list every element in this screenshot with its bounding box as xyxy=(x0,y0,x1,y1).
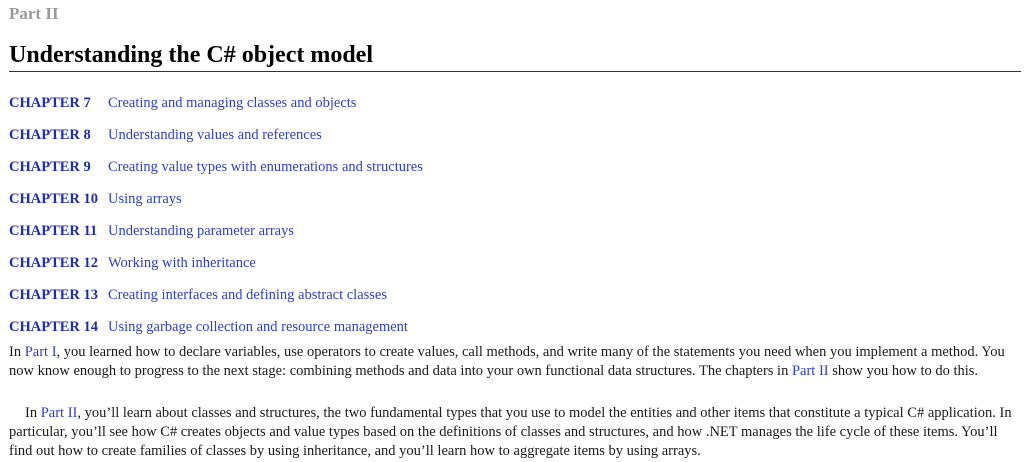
part-ii-link[interactable]: Part II xyxy=(791,363,829,379)
chapter-number-link[interactable]: CHAPTER 11 xyxy=(9,223,98,239)
chapter-title-link[interactable]: Using garbage collection and resource management xyxy=(108,319,408,335)
title-divider xyxy=(9,71,1021,72)
part-i-link[interactable]: Part I xyxy=(24,344,57,360)
intro-paragraph-1 xyxy=(9,343,1015,381)
chapter-title-link[interactable]: Creating interfaces and defining abstract classes xyxy=(108,287,388,303)
chapter-number-link[interactable]: CHAPTER 7 xyxy=(9,95,91,111)
chapter-item-9 xyxy=(9,157,423,189)
paragraph-text: In xyxy=(25,405,41,421)
chapter-item-13 xyxy=(9,285,423,317)
chapter-item-10 xyxy=(9,189,423,221)
chapter-item-12 xyxy=(9,253,423,285)
chapter-number-link[interactable]: CHAPTER 13 xyxy=(9,287,99,303)
paragraph-text: show you how to do this. xyxy=(828,363,979,379)
chapter-number-link[interactable]: CHAPTER 8 xyxy=(9,127,91,143)
paragraph-text: In xyxy=(9,344,25,360)
chapter-list xyxy=(9,93,423,349)
paragraph-text: , you’ll learn about classes and structures, the two fundamental types that you use to model the entities and other items that constitute a typical C# application. In particular, you’ll see how C# creates objects and value types based on the definitions of classes and structures, and how .NET manages the life cycle of these items. You’ll find out how to create families of classes by using inheritance, and you’ll learn how to aggregate items by using arrays. xyxy=(9,405,1012,459)
chapter-title-link[interactable]: Using arrays xyxy=(108,191,182,207)
chapter-number-link[interactable]: CHAPTER 14 xyxy=(9,319,99,335)
chapter-item-11 xyxy=(9,221,423,253)
chapter-number-link[interactable]: CHAPTER 10 xyxy=(9,191,99,207)
chapter-title-link[interactable]: Working with inheritance xyxy=(108,255,256,271)
chapter-number-link[interactable]: CHAPTER 12 xyxy=(9,255,99,271)
chapter-title-link[interactable]: Understanding values and references xyxy=(108,127,322,143)
chapter-number-link[interactable]: CHAPTER 9 xyxy=(9,159,91,175)
chapter-title-link[interactable]: Creating value types with enumerations and structures xyxy=(108,159,423,175)
chapter-title-link[interactable]: Creating and managing classes and objects xyxy=(108,95,357,111)
chapter-item-7 xyxy=(9,93,423,125)
chapter-title-link[interactable]: Understanding parameter arrays xyxy=(108,223,295,239)
part-ii-link[interactable]: Part II xyxy=(40,405,78,421)
part-label: Part II xyxy=(9,4,59,23)
intro-paragraph-2 xyxy=(9,404,1015,461)
chapter-item-8 xyxy=(9,125,423,157)
page-title: Understanding the C# object model xyxy=(9,42,373,68)
paragraph-text: , you learned how to declare variables, use operators to create values, call methods, and write many of the statements you need when you implement a method. You now know enough to progress to the next stage: combining methods and data into your own functional data structures. The chapters in xyxy=(9,344,1005,379)
